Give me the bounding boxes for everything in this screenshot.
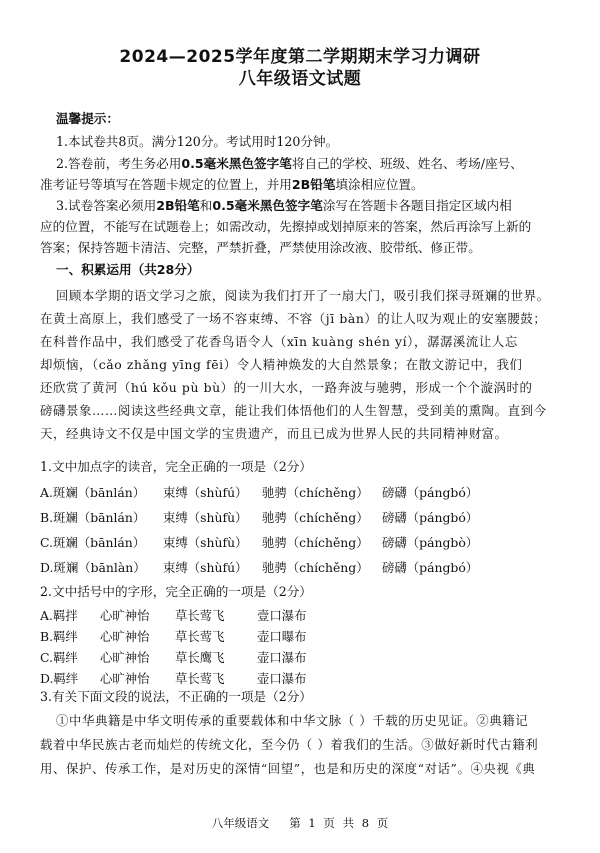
q2-option-d-item-2: 心旷神怡 — [100, 671, 150, 686]
tips-heading: 温馨提示： — [56, 111, 119, 126]
q2-option-a-item-4: 壹口瀑布 — [257, 608, 307, 623]
q1-option-c-item-2: 束缚（shùfù） — [163, 535, 248, 550]
exam-title: 2024—2025学年度第二学期期末学习力调研 — [119, 47, 481, 67]
tips-item-1: 1.本试卷共8页。满分120分。考试用时120分钟。 — [56, 134, 339, 149]
q2-stem: 2.文中括号中的字形，完全正确的一项是（2分） — [40, 584, 312, 599]
section-1-heading: 一、积累运用（共28分） — [56, 262, 200, 277]
tips-item-3a-pre: 3.试卷答案必须用 — [56, 198, 157, 213]
q1-option-b-item-3: 驰骋（chíchěng） — [262, 510, 369, 525]
tips-item-2-line-2 — [40, 176, 570, 194]
tips-item-3a-bold-2: 0.5毫米黑色签字笔 — [212, 198, 323, 213]
q2-option-b-item-3: 草长莺飞 — [175, 629, 225, 644]
tips-item-2a-post: 将自己的学校、班级、姓名、考场/座号、 — [291, 156, 523, 171]
tips-item-2b-post: 填涂相应位置。 — [335, 177, 424, 192]
q2-option-b-item-1: B.羁绊 — [40, 629, 78, 644]
q2-option-d-item-3: 草长莺飞 — [175, 671, 225, 686]
exam-subtitle: 八年级语文试题 — [238, 69, 362, 89]
q1-option-b-item-4: 磅礴（pángbó） — [382, 510, 479, 525]
q2-option-c-item-3: 草长鹰飞 — [175, 650, 225, 665]
q1-option-a-item-3: 驰骋（chíchěng） — [262, 485, 369, 500]
q2-option-a-item-1: A.羁拌 — [40, 608, 78, 623]
q2-option-d-item-4: 壶口瀑布 — [257, 671, 307, 686]
tips-item-3-line-3: 答案；保持答题卡清洁、完整，严禁折叠，严禁使用涂改液、胶带纸、修正带。 — [40, 240, 481, 255]
q1-option-a-item-4: 磅礴（pángbó） — [382, 485, 479, 500]
q2-option-b-item-4: 壶口曝布 — [257, 629, 307, 644]
q2-option-c-item-4: 壶口瀑布 — [257, 650, 307, 665]
page-footer — [0, 815, 600, 831]
q1-stem: 1.文中加点字的读音，完全正确的一项是（2分） — [40, 459, 312, 474]
q1-option-d-item-2: 束缚（shùfú） — [163, 560, 248, 575]
footer-subject: 八年级语文 — [211, 816, 270, 830]
tips-item-3a-post: 涂写在答题卡各题目指定区域内相 — [322, 198, 512, 213]
q3-stem: 3.有关下面文段的说法，不正确的一项是（2分） — [40, 689, 312, 704]
passage-line-3: 在科普作品中，我们感受了花香鸟语令人（xīn kuàng shén yí），潺潺溪流让人忘 — [40, 334, 518, 349]
passage-line-6: 磅礴景象……阅读这些经典文章，能让我们体悟他们的人生智慧，受到美的熏陶。直到今 — [40, 403, 547, 418]
q2-option-a-item-3: 草长莺飞 — [175, 608, 225, 623]
q3-line-3: 用、保护、传承工作，是对历史的深情“回望”，也是和历史的深度“对话”。④央视《典 — [40, 761, 536, 776]
tips-item-3-line-1 — [56, 197, 586, 215]
q2-option-a-item-2: 心旷神怡 — [100, 608, 150, 623]
tips-item-2a-bold: 0.5毫米黑色签字笔 — [181, 156, 292, 171]
q1-option-d-item-1: D.斑斓（bānlàn） — [40, 560, 146, 575]
tips-item-3-line-2: 应的位置，不能写在试题卷上；如需改动，先擦掉或划掉原来的答案，然后再涂写上新的 — [40, 219, 532, 234]
q1-option-c-item-3: 驰骋（chíchěng） — [262, 535, 369, 550]
tips-item-2-line-1 — [56, 155, 586, 173]
q1-option-a-item-2: 束缚（shùfú） — [163, 485, 248, 500]
q2-option-b-item-2: 心旷神怡 — [100, 629, 150, 644]
q1-option-b-item-2: 束缚（shùfù） — [163, 510, 248, 525]
q1-option-d-item-4: 磅礴（pángbó） — [382, 560, 479, 575]
passage-line-1: 回顾本学期的语文学习之旅，阅读为我们打开了一扇大门，吸引我们探寻斑斓的世界。 — [56, 288, 550, 303]
q2-option-c-item-1: C.羁绊 — [40, 650, 78, 665]
footer-page-number: 第 1 页 共 8 页 — [289, 816, 389, 830]
q1-option-a-item-1: A.斑斓（bānlán） — [40, 485, 146, 500]
passage-line-7: 天，经典诗文不仅是中国文学的宝贵遗产，而且已成为世界人民的共同精神财富。 — [40, 426, 508, 441]
q3-line-1: ①中华典籍是中华文明传承的重要载体和中华文脉（ ）千载的历史见证。②典籍记 — [56, 713, 529, 728]
passage-line-5: 还欣赏了黄河（hú kǒu pù bù）的一川大水，一路奔波与驰骋，形成一个个漩涡时的 — [40, 380, 533, 395]
passage-line-4: 却烦恼，（cǎo zhǎng yīng fēi）令人精神焕发的大自然景象；在散文游记中，我们 — [40, 357, 523, 372]
q1-option-c-item-4: 磅礴（pángbò） — [382, 535, 479, 550]
q1-option-d-item-3: 驰骋（chíchěng） — [262, 560, 369, 575]
q3-line-2: 载着中华民族古老而灿烂的传统文化，至今仍（ ）着我们的生活。③做好新时代古籍利 — [40, 737, 539, 752]
tips-item-3a-bold-1: 2B铅笔 — [156, 198, 200, 213]
q2-option-d-item-1: D.羁绊 — [40, 671, 79, 686]
q1-option-c-item-1: C.斑斓（bānlán） — [40, 535, 146, 550]
tips-item-2a-pre: 2.答卷前，考生务必用 — [56, 156, 182, 171]
tips-item-2b-pre: 准考证号等填写在答题卡规定的位置上，并用 — [40, 177, 292, 192]
q2-option-c-item-2: 心旷神怡 — [100, 650, 150, 665]
tips-item-2b-bold: 2B铅笔 — [291, 177, 336, 192]
q1-option-b-item-1: B.斑斓（bānlán） — [40, 510, 146, 525]
passage-line-2: 在黄土高原上，我们感受了一场不容束缚、不容（jī bàn）的让人叹为观止的安塞腰鼓； — [40, 311, 547, 326]
tips-item-3a-mid: 和 — [199, 198, 213, 213]
